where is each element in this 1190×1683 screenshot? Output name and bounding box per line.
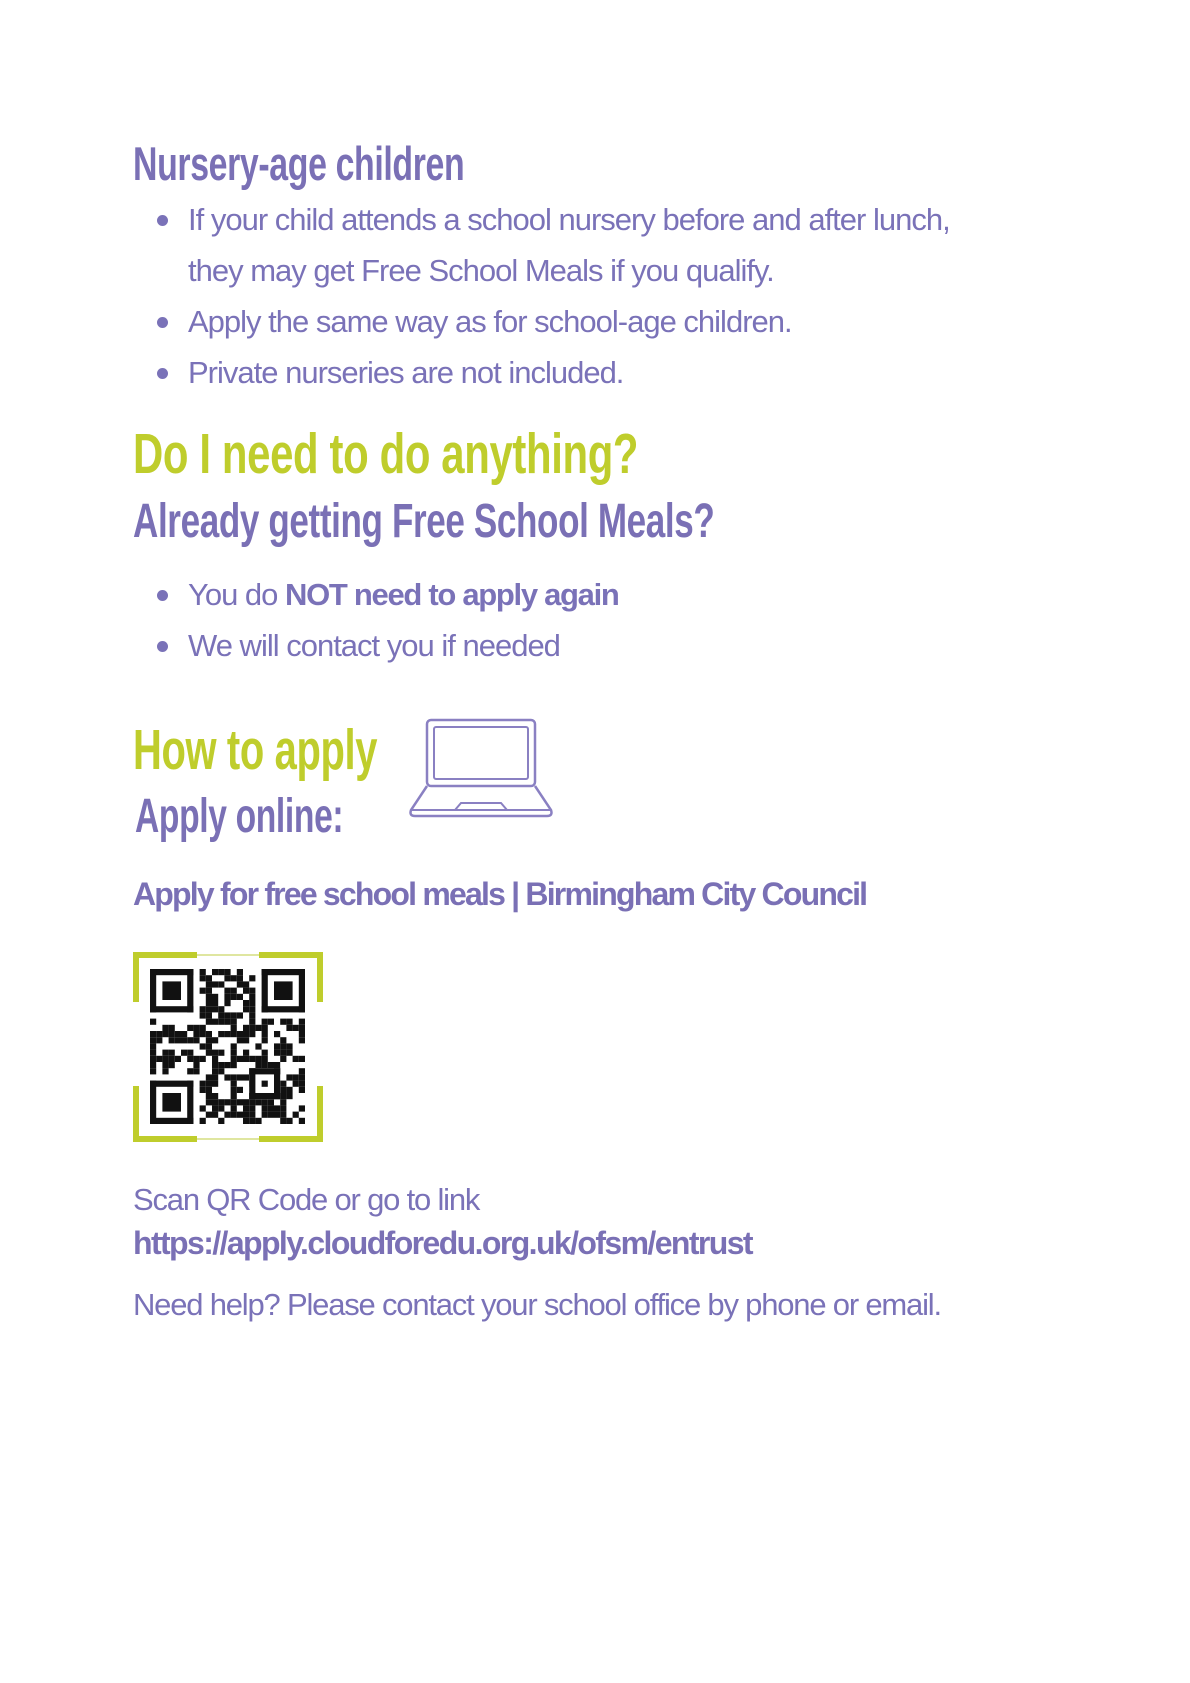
list-item: [133, 347, 1113, 398]
bullet-text: Apply the same way as for school-age children.: [188, 304, 792, 339]
scan-instructions: Scan QR Code or go to link: [133, 1182, 480, 1217]
bullet-text-line1: If your child attends a school nursery before and after lunch,: [188, 202, 950, 237]
list-item: [133, 296, 1113, 347]
bullet-text: We will contact you if needed: [188, 628, 560, 663]
list-item: [133, 194, 1113, 296]
bullet-bold-text: NOT need to apply again: [285, 577, 619, 612]
bullet-prefix: You do: [188, 577, 286, 612]
qr-modules: [150, 969, 305, 1124]
list-item: [133, 620, 1033, 671]
laptop-icon: [405, 718, 557, 822]
apply-url-link[interactable]: https://apply.cloudforedu.org.uk/ofsm/entrust: [133, 1225, 752, 1261]
need-to-do-bullets: [133, 569, 1033, 671]
list-item: [133, 569, 1033, 620]
nursery-bullets: [133, 194, 1113, 398]
how-to-apply-heading: How to apply: [133, 718, 378, 782]
apply-online-subheading: Apply online:: [135, 790, 344, 843]
bullet-text-line2: they may get Free School Meals if you qualify.: [188, 253, 774, 288]
need-to-do-heading: Do I need to do anything?: [133, 422, 639, 486]
already-getting-subheading: Already getting Free School Meals?: [133, 495, 715, 548]
help-text: Need help? Please contact your school office by phone or email.: [133, 1287, 941, 1322]
nursery-heading: Nursery-age children: [133, 137, 465, 190]
qr-code: [133, 952, 323, 1142]
qr-frame: [133, 952, 323, 1142]
bullet-text: Private nurseries are not included.: [188, 355, 624, 390]
apply-link[interactable]: Apply for free school meals | Birmingham City Council: [133, 876, 867, 912]
